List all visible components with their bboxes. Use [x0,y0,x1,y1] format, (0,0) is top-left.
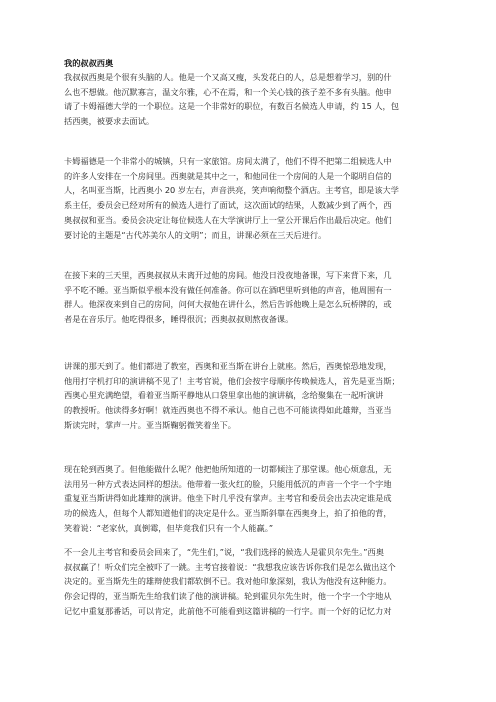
text-line: 你会记得的，亚当斯先生给我们读了他的演讲稿。轮到霍贝尔先生时，他一个字一个字地从 [64,591,392,602]
text-line: 他用打字机打印的演讲稿不见了！主考官说，他们会按字母顺序传唤候选人，首先是亚当斯； [64,375,400,386]
paragraph-4 [64,359,436,433]
text-line: 斯读完时，掌声一片。亚当斯鞠躬微笑着坐下。 [64,419,236,430]
text-line: 群人。他深夜来到自己的房间，问何大叔他在讲什么，然后告诉他晚上是怎么玩桥牌的，或 [64,299,392,310]
text-line: 的教授听。他读得多好啊！就连西奥也不得不承认。他自己也不可能读得如此雄辩，当亚当 [64,405,392,416]
paragraph-6 [64,545,436,619]
text-line: 括西奥，被要求去面试。 [64,116,155,127]
text-line: 笑着说：“老家伙，真倒霉，但毕竟我们只有一个人能赢。” [64,522,274,533]
text-line: 请了卡姆福德大学的一个职位。这是一个非常好的职位，有数百名候选人申请，约 15 人，包 [64,101,399,112]
text-line: 记忆中重复那番话，可以肯定，此前他不可能看到这篇讲稿的一行字。而一个好的记忆力对 [64,605,392,616]
text-line: 现在轮到西奥了。但他能做什么呢？他把他所知道的一切都倾注了那堂课。他心烦意乱，无 [64,464,392,474]
text-line: 叔叔赢了！听众们完全被吓了一跳。主考官接着说：“我想我应该告诉你我们是怎么做出这个 [64,561,396,572]
text-line: 我叔叔西奥是个很有头脑的人。他是一个又高又瘦，头发花白的人，总是想着学习，别的什 [64,72,392,82]
text-line: 不一会儿主考官和委员会回来了，“先生们，”说，“我们选择的候选人是霍贝尔先生。”西奥 [64,547,384,557]
text-line: 讲课的那天到了。他们都进了教室，西奥和亚当斯在讲台上就座。然后，西奥惊恐地发现， [64,361,392,371]
text-line: 乎不吃不睡。亚当斯似乎根本没有做任何准备。你可以在酒吧里听到他的声音，他周围有一 [64,284,392,295]
text-line: 卡姆福德是一个非常小的城镇，只有一家旅馆。房间太满了，他们不得不把第二组候选人中 [64,156,392,166]
text-line: 功的候选人，但每个人都知道他们的决定是什么。亚当斯斜靠在西奥身上，拍了拍他的背， [64,508,392,519]
text-line: 要讨论的主题是“古代苏美尔人的文明”；而且，讲课必须在三天后进行。 [64,229,327,240]
paragraph-2 [64,154,436,242]
text-line: 的许多人安排在一个房间里。西奥就是其中之一，和他同住一个房间的人是一个聪明自信的 [64,170,392,181]
text-line: 法用另一种方式表达同样的想法。他带着一张火红的脸，只能用低沉的声音一个字一个字地 [64,478,392,489]
paragraph-5 [64,462,436,536]
text-line: 西奥心里充满绝望，看着亚当斯平静地从口袋里拿出他的演讲稿，念给聚集在一起听演讲 [64,390,384,401]
document-title: 我的叔叔西奥 [64,58,114,68]
text-line: 奥叔叔和亚当。委员会决定让每位候选人在大学演讲厅上一堂公开课后作出最后决定。他们 [64,214,392,225]
paragraph-3 [64,268,436,327]
text-line: 决定的。亚当斯先生的雄辩使我们都软倒不已。我对他印象深刻，我认为他没有这种能力。 [64,576,392,587]
text-line: 在接下来的三天里，西奥叔叔从未离开过他的房间。他没日没夜地备课，写下来背下来，几 [64,270,392,280]
text-line: 系主任，委员会已经对所有的候选人进行了面试，这次面试的结果，人数减少到了两个，西 [64,200,392,211]
text-line: 者是在音乐厅。他吃得很多，睡得很沉；西奥叔叔则熬夜备课。 [64,314,294,325]
text-line: 人，名叫亚当斯，比西奥小 20 岁左右，声音洪亮，笑声响彻整个酒店。主考官，即是该大学 [64,185,399,196]
text-line: 么也不想做。他沉默寡言，温文尔雅，心不在焉，和一个关心钱的孩子差不多有头脑。他申 [64,86,392,97]
paragraph-1 [64,70,436,129]
text-line: 重复亚当斯讲得如此雄辩的演讲。他坐下时几乎没有掌声。主考官和委员会出去决定谁是成 [64,493,392,504]
